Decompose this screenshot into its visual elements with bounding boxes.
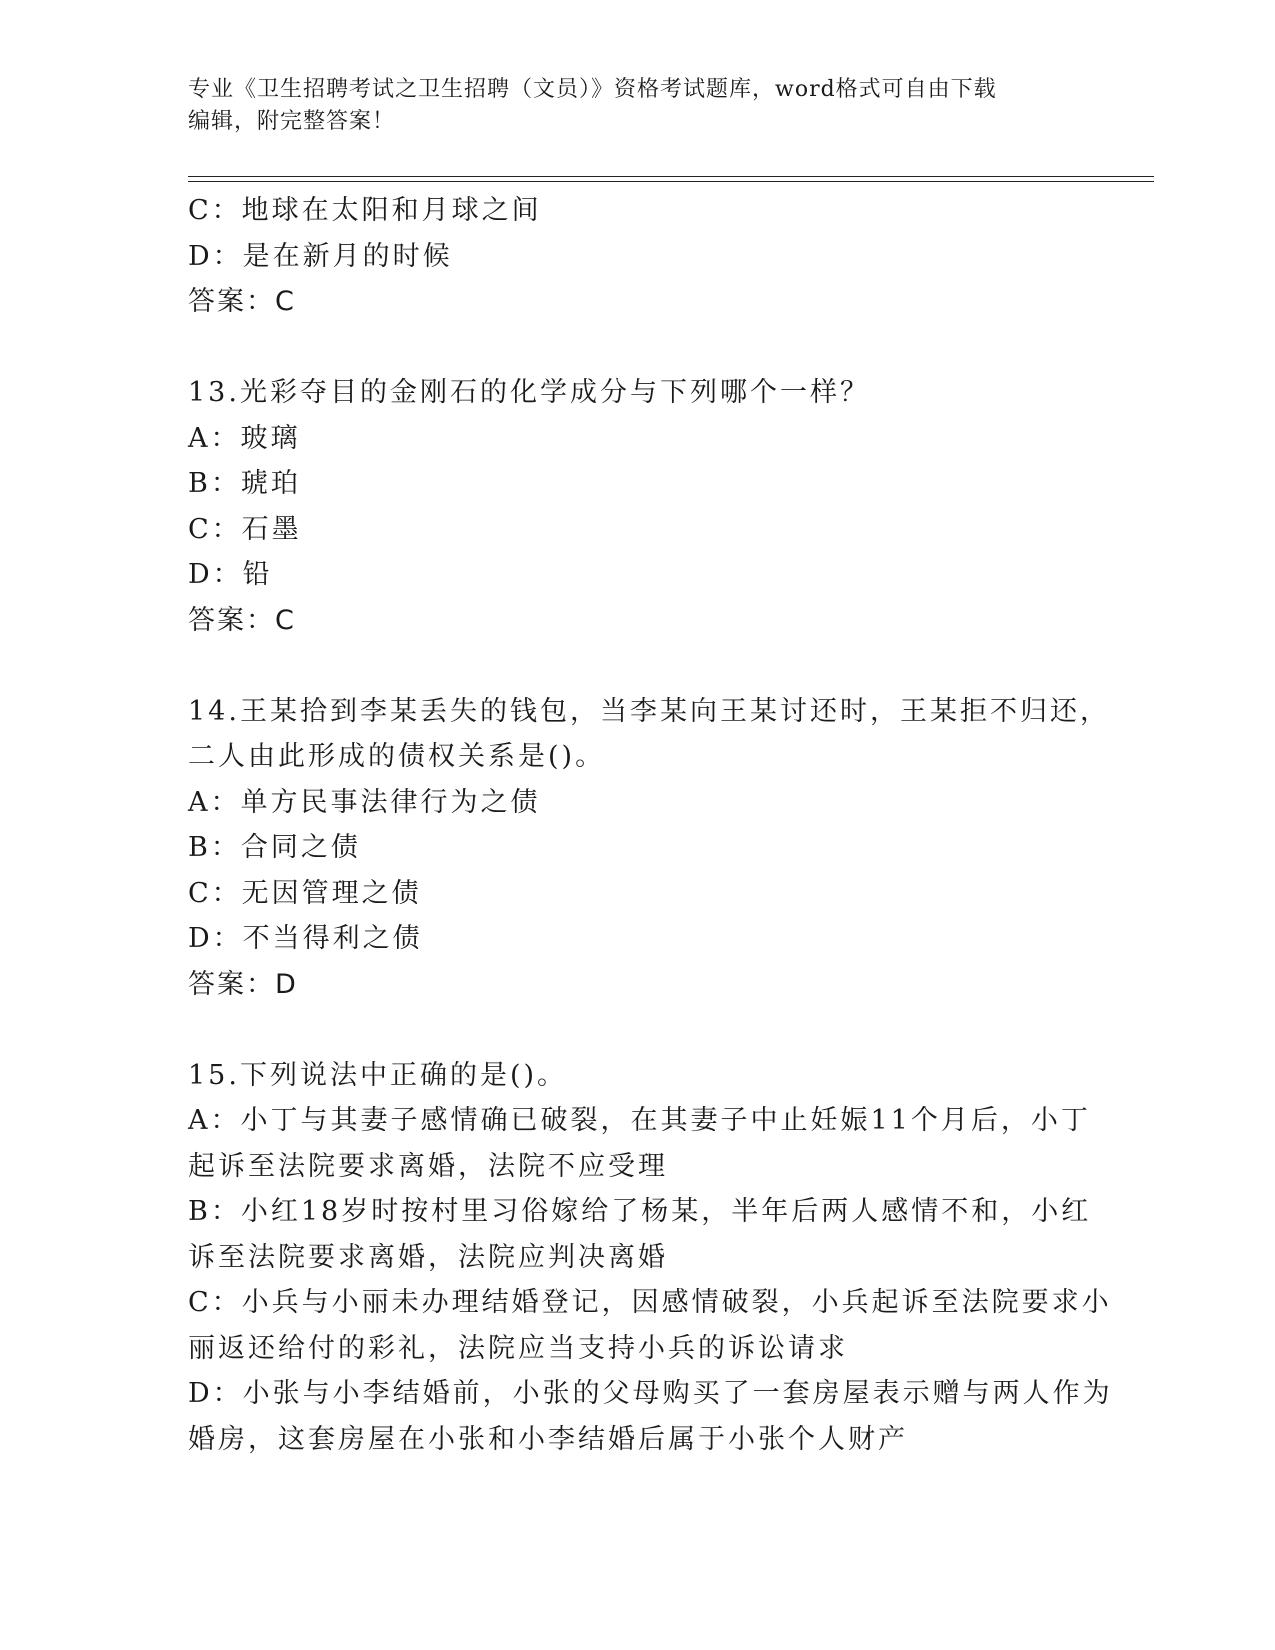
option-c: C：小兵与小丽未办理结婚登记，因感情破裂，小兵起诉至法院要求小 [188, 1287, 1112, 1318]
header-line-1: 专业《卫生招聘考试之卫生招聘（文员）》资格考试题库，word格式可自由下载 [188, 77, 997, 102]
question-15 [188, 1053, 1113, 1463]
spacer [188, 1007, 1088, 1053]
option-d: D：铅 [188, 559, 273, 590]
header-line-2: 编辑，附完整答案！ [188, 109, 396, 134]
option-a-continued: 起诉至法院要求离婚，法院不应受理 [188, 1150, 668, 1182]
option-d: D：小张与小李结婚前，小张的父母购买了一套房屋表示赠与两人作为 [188, 1378, 1113, 1409]
question-text: 15.下列说法中正确的是()。 [188, 1059, 568, 1091]
question-text: 14.王某拾到李某丢失的钱包，当李某向王某讨还时，王某拒不归还， [188, 695, 1110, 727]
document-header [188, 74, 1088, 138]
option-b: B：小红18岁时按村里习俗嫁给了杨某，半年后两人感情不和，小红 [188, 1196, 1092, 1227]
option-b: B：合同之债 [188, 832, 361, 863]
option-a: A：小丁与其妻子感情确已破裂，在其妻子中止妊娠11个月后，小丁 [188, 1105, 1091, 1136]
question-list [188, 188, 1113, 1462]
option-c-continued: 丽返还给付的彩礼，法院应当支持小兵的诉讼请求 [188, 1332, 848, 1364]
option-b: B：琥珀 [188, 468, 301, 499]
option-c: C：无因管理之债 [188, 877, 422, 909]
question-text: 二人由此形成的债权关系是()。 [188, 741, 606, 772]
option-d: D：是在新月的时候 [188, 240, 453, 272]
question-text: 13.光彩夺目的金刚石的化学成分与下列哪个一样？ [188, 377, 870, 408]
option-d: D：不当得利之债 [188, 923, 423, 954]
question-13 [188, 370, 1088, 643]
spacer [188, 643, 1088, 689]
question-12-tail [188, 188, 1088, 325]
spacer [188, 325, 1088, 371]
option-a: A：玻璃 [188, 422, 301, 454]
option-c: C：石墨 [188, 513, 302, 545]
answer-label: 答案：D [188, 968, 298, 1000]
answer-label: 答案：C [188, 604, 296, 636]
header-divider-top [188, 176, 1154, 177]
option-d-continued: 婚房，这套房屋在小张和小李结婚后属于小张个人财产 [188, 1423, 908, 1455]
answer-label: 答案：C [188, 286, 296, 317]
option-a: A：单方民事法律行为之债 [188, 786, 541, 818]
header-divider-bottom [188, 181, 1154, 182]
question-14 [188, 689, 1110, 1008]
option-c: C：地球在太阳和月球之间 [188, 195, 542, 226]
option-b-continued: 诉至法院要求离婚，法院应判决离婚 [188, 1241, 668, 1273]
